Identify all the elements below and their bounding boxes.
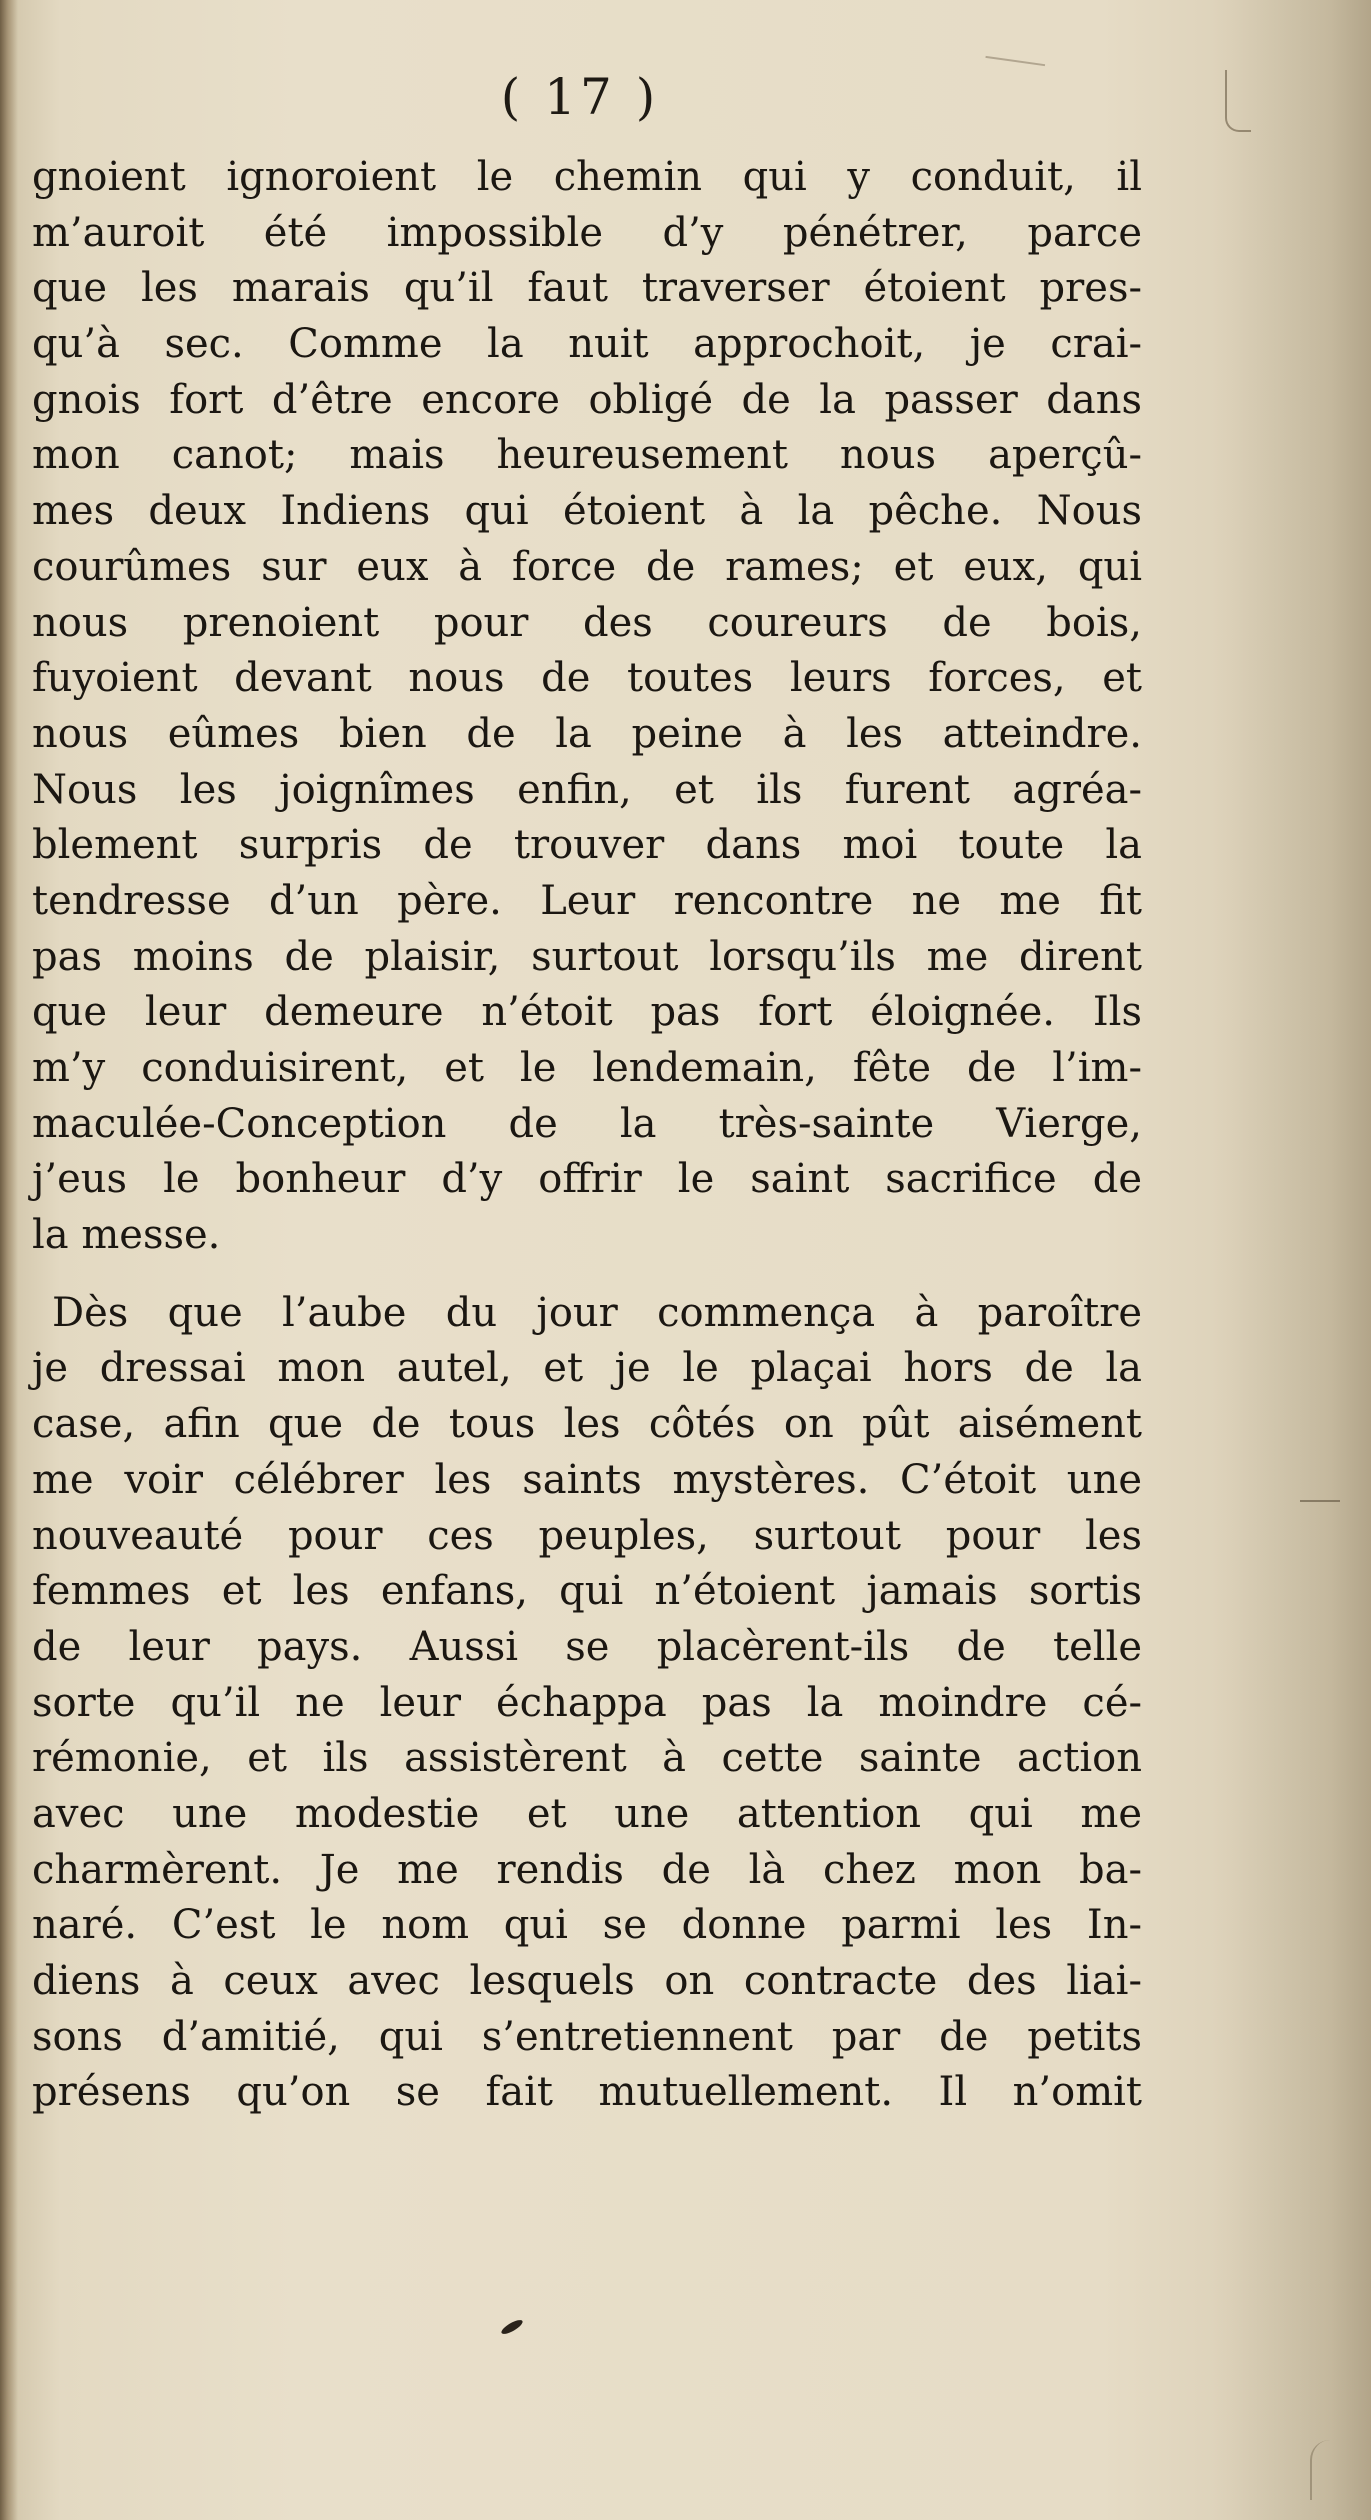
text-line: case, afin que de tous les côtés on pût aisément (32, 1401, 1142, 1448)
margin-dash (1300, 1500, 1340, 1502)
text-line: j’eus le bonheur d’y offrir le saint sacrifice de (32, 1156, 1142, 1203)
text-line: la messe. (32, 1212, 221, 1259)
text-line: tendresse d’un père. Leur rencontre ne me fit (32, 877, 1142, 924)
text-line: courûmes sur eux à force de rames; et eux, qui (32, 543, 1142, 590)
text-line: nouveauté pour ces peuples, surtout pour les (32, 1512, 1142, 1559)
page-edge-shadow (1211, 0, 1371, 2520)
text-line: qu’à sec. Comme la nuit approchoit, je crai- (32, 321, 1142, 368)
paragraph-gap (32, 1264, 1142, 1286)
text-line: que les marais qu’il faut traverser étoient pres- (32, 265, 1142, 312)
text-line: pas moins de plaisir, surtout lorsqu’ils me dirent (32, 933, 1142, 980)
paragraph (32, 150, 1142, 1264)
text-line: gnois fort d’être encore obligé de la passer dans (32, 376, 1142, 423)
text-line: femmes et les enfans, qui n’étoient jamais sortis (32, 1568, 1142, 1615)
text-line: charmèrent. Je me rendis de là chez mon ba- (32, 1846, 1142, 1893)
ink-smudge (985, 56, 1045, 70)
text-line: me voir célébrer les saints mystères. C’étoit une (32, 1456, 1142, 1503)
margin-mark (1225, 70, 1251, 132)
text-line: m’auroit été impossible d’y pénétrer, parce (32, 209, 1142, 256)
text-line: Dès que l’aube du jour commença à paroître (52, 1289, 1142, 1336)
text-line: que leur demeure n’étoit pas fort éloignée. Ils (32, 989, 1142, 1036)
text-line: nous prenoient pour des coureurs de bois, (32, 599, 1142, 646)
text-line: blement surpris de trouver dans moi toute la (32, 822, 1142, 869)
text-line: rémonie, et ils assistèrent à cette sainte action (32, 1735, 1142, 1782)
text-line: sons d’amitié, qui s’entretiennent par de petits (32, 2013, 1142, 2060)
page-number: ( 17 ) (500, 68, 660, 126)
text-line: naré. C’est le nom qui se donne parmi les In- (32, 1902, 1142, 1949)
ink-speck (500, 2318, 525, 2337)
text-line: présens qu’on se fait mutuellement. Il n’omit (32, 2069, 1142, 2116)
text-line: de leur pays. Aussi se placèrent-ils de telle (32, 1623, 1142, 1670)
text-line: m’y conduisirent, et le lendemain, fête de l’im- (32, 1045, 1142, 1091)
text-line: mes deux Indiens qui étoient à la pêche. Nous (32, 488, 1142, 535)
paragraph (32, 1286, 1142, 2121)
margin-mark (1310, 2440, 1342, 2500)
text-line: maculée-Conception de la très-sainte Vierge, (32, 1100, 1142, 1147)
text-line: mon canot; mais heureusement nous aperçû- (32, 432, 1142, 479)
text-line: je dressai mon autel, et je le plaçai hors de la (32, 1345, 1142, 1392)
binding-shadow (0, 0, 18, 2520)
body-text (32, 150, 1142, 2121)
text-line: Nous les joignîmes enfin, et ils furent agréa- (32, 766, 1142, 813)
text-line: nous eûmes bien de la peine à les atteindre. (32, 710, 1142, 757)
text-line: gnoient ignoroient le chemin qui y conduit, il (32, 154, 1142, 200)
text-line: fuyoient devant nous de toutes leurs forces, et (32, 655, 1142, 702)
text-line: avec une modestie et une attention qui me (32, 1790, 1142, 1837)
text-line: sorte qu’il ne leur échappa pas la moindre cé- (32, 1679, 1142, 1726)
text-line: diens à ceux avec lesquels on contracte des liai- (32, 1958, 1142, 2004)
